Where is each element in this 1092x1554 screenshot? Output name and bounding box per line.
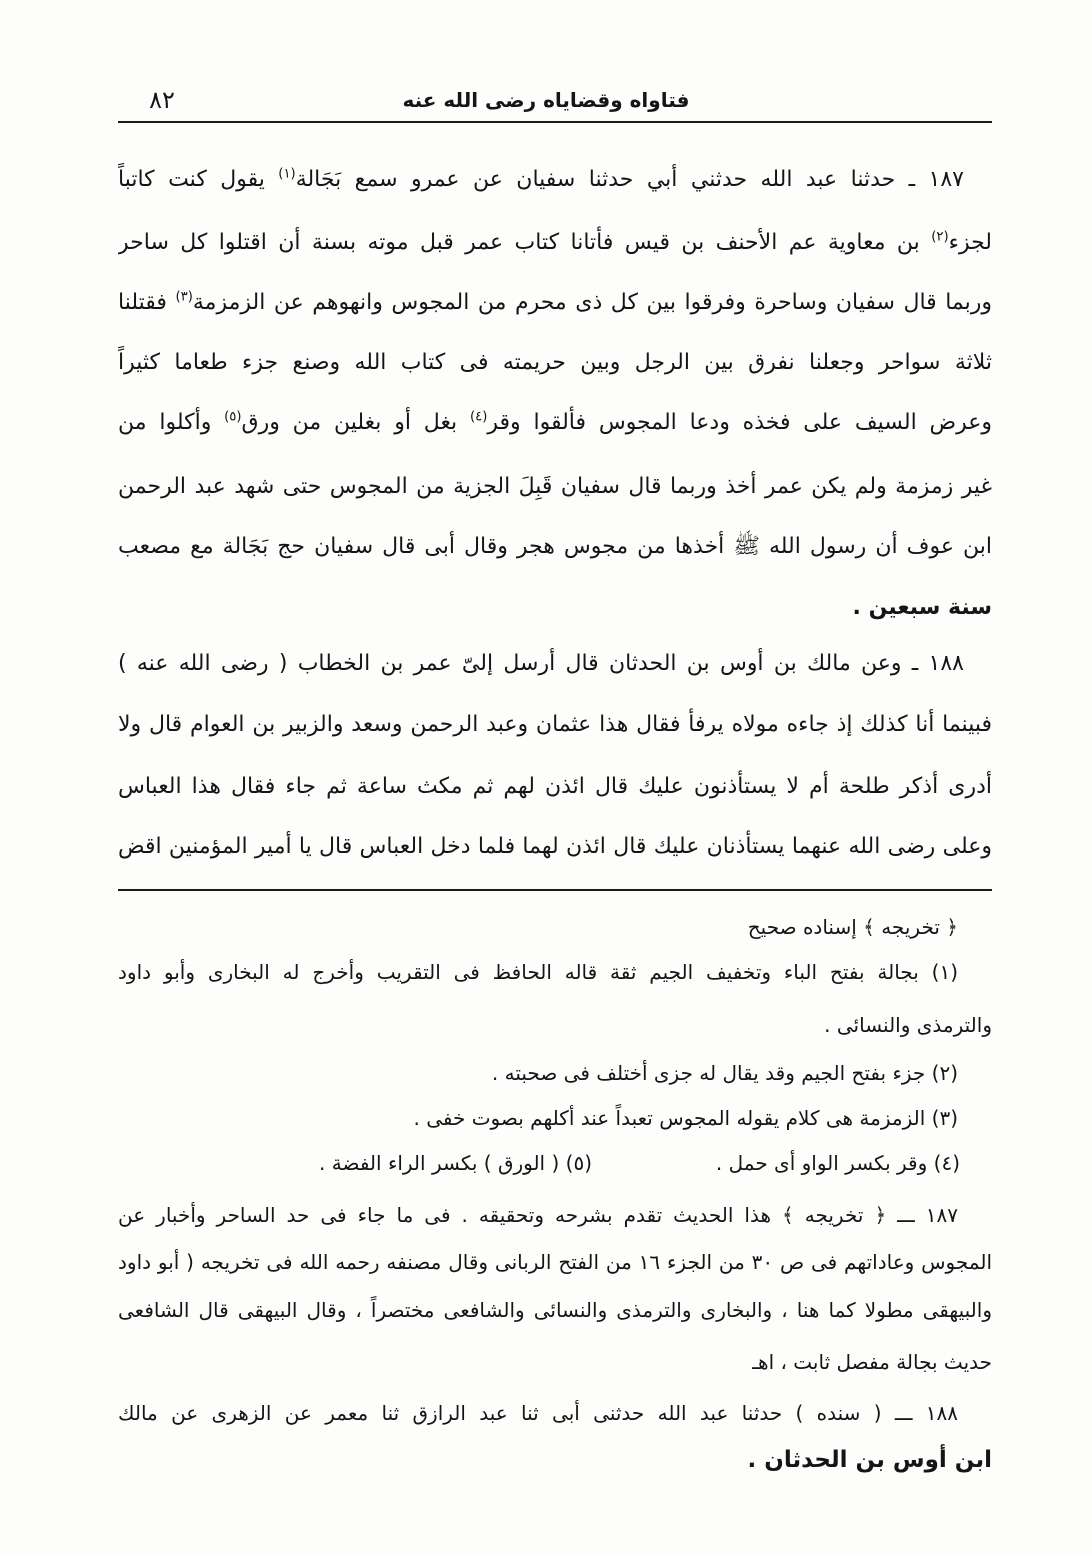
footnote-line: (١) بجالة بفتح الباء وتخفيف الجيم ثقة قاله الحافظ فى التقريب وأخرج له البخارى وأبو داود — [118, 960, 958, 984]
body-line — [118, 521, 992, 573]
line-text: بغل أو بغلين من ورق — [241, 410, 458, 435]
line-text: بن معاوية عم الأحنف بن قيس فأتانا كتاب عمر قبل موته بسنة أن اقتلوا كل ساحر — [118, 230, 920, 255]
line-text: ١٨٨ ـ وعن مالك بن أوس بن الحدثان قال أرسل إلىّ عمر بن الخطاب ( رضى الله عنه ) — [118, 651, 964, 676]
body-line — [118, 337, 992, 389]
body-line — [118, 154, 992, 206]
body-line — [118, 277, 992, 329]
line-text: سنة سبعين . — [852, 595, 992, 620]
page-number: ٨٢ — [149, 86, 175, 114]
footnote-line: ابن أوس بن الحدثان . — [747, 1447, 992, 1473]
body-line — [118, 638, 992, 690]
line-text: وربما قال سفيان وساحرة وفرقوا بين كل ذى محرم من المجوس وانهوهم عن الزمزمة — [192, 290, 992, 315]
footnote-line: ١٨٧ ـــ ﴿ تخريجه ﴾ هذا الحديث تقدم بشرحه وتحقيقه . فى ما جاء فى حد الساحر وأخبار عن — [118, 1203, 958, 1227]
line-text: فقتلنا — [118, 290, 167, 315]
line-text: لجزء — [948, 230, 992, 255]
line-text: غير زمزمة ولم يكن عمر أخذ وربما قال سفيان قَبِلَ الجزية من المجوس حتى شهد عبد الرحمن — [118, 474, 992, 499]
footnote-5: (٥) ( الورق ) بكسر الراء الفضة . — [319, 1151, 592, 1175]
line-text: فبينما أنا كذلك إذ جاءه مولاه يرفأ فقال هذا عثمان وعبد الرحمن وسعد والزبير بن العوام قال ولا — [118, 712, 992, 737]
footnote-ref: (٢) — [931, 229, 949, 245]
running-header-title: فتاواه وقضاياه رضى الله عنه — [402, 88, 690, 112]
footnote-line: والترمذى والنسائى . — [824, 1013, 992, 1037]
body-line — [118, 761, 992, 813]
footnote-4: (٤) وقر بكسر الواو أى حمل . — [715, 1151, 960, 1175]
footnote-line: (٣) الزمزمة هى كلام يقوله المجوس تعبداً عند أكلهم بصوت خفى . — [413, 1106, 958, 1130]
line-text: ابن عوف أن رسول الله ﷺ أخذها من مجوس هجر وقال أبى قال سفيان حج بَجَالة مع مصعب — [118, 534, 992, 559]
line-text: أدرى أذكر طلحة أم لا يستأذنون عليك قال ائذن لهم ثم مكث ساعة ثم جاء فقال هذا العباس — [118, 774, 992, 799]
body-line — [118, 582, 992, 634]
footnote-line: حديث بجالة مفصل ثابت ، اهـ — [752, 1350, 992, 1374]
footnote-line: ١٨٨ ـــ ( سنده ) حدثنا عبد الله حدثنى أبى ثنا عبد الرازق ثنا معمر عن الزهرى عن مالك — [118, 1401, 958, 1425]
footnote-line-pair — [118, 1142, 992, 1184]
line-text: وأكلوا من — [118, 410, 212, 435]
footnote-line: والبيهقى مطولا كما هنا ، والبخارى والترمذى والنسائى والشافعى مختصراً ، وقال البيهقى قال الشافعى — [118, 1298, 992, 1322]
header-rule — [118, 121, 992, 123]
body-line — [118, 397, 992, 449]
footnote-ref: (٣) — [175, 289, 193, 305]
body-line — [118, 821, 992, 873]
body-line — [118, 217, 992, 269]
footnote-line: ﴿ تخريجه ﴾ إسناده صحيح — [747, 915, 958, 939]
line-text: ثلاثة سواحر وجعلنا نفرق بين الرجل وبين حريمته فى كتاب الله وصنع جزء طعاما كثيراً — [118, 350, 992, 375]
line-text: وعلى رضى الله عنهما يستأذنان عليك قال ائذن لهما فلما دخل العباس قال يا أمير المؤمنين اقض — [118, 834, 992, 859]
line-text: ١٨٧ ـ حدثنا عبد الله حدثني أبي حدثنا سفيان عن عمرو سمع بَجَالة — [295, 167, 964, 192]
footnote-ref: (٥) — [224, 409, 242, 425]
footnote-line: المجوس وعاداتهم فى ص ٣٠ من الجزء ١٦ من الفتح الربانى وقال مصنفه رحمه الله فى تخريجه ( أبو داود — [118, 1250, 992, 1274]
line-text: يقول كنت كاتباً — [118, 167, 265, 192]
body-line — [118, 461, 992, 513]
footnote-line: (٢) جزء بفتح الجيم وقد يقال له جزى أختلف فى صحبته . — [491, 1061, 958, 1085]
body-line — [118, 699, 992, 751]
line-text: وعرض السيف على فخذه ودعا المجوس فألقوا وقر — [487, 410, 992, 435]
footnote-ref: (١) — [278, 166, 296, 182]
footnote-ref: (٤) — [470, 409, 488, 425]
footnote-divider — [118, 889, 992, 891]
